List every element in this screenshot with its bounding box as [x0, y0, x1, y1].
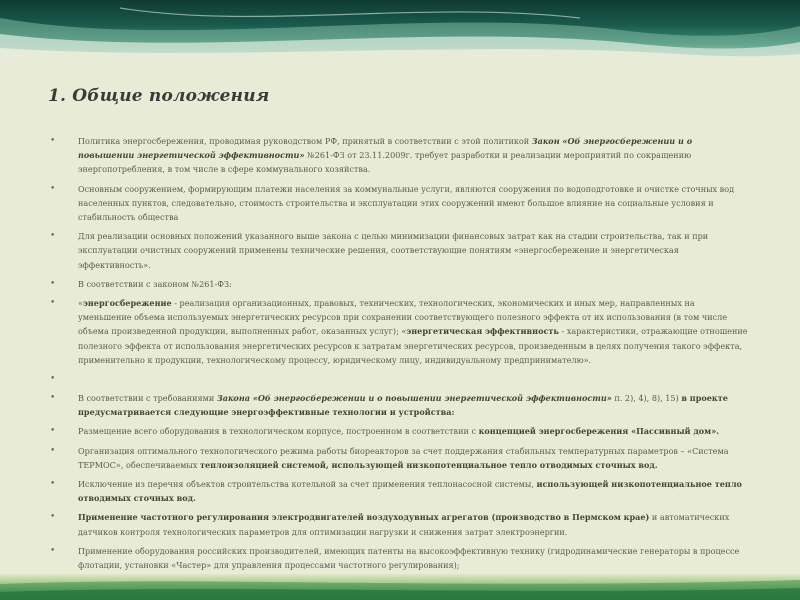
paragraph-text — [78, 136, 692, 174]
paragraph-text — [78, 184, 734, 222]
text-segment: « — [78, 298, 83, 309]
paragraph-text — [78, 512, 729, 536]
text-segment: Основным сооружением, формирующим платежи населения за коммунальные услуги, являются сооружения по водоподготовке и очистке сточных вод населенных пунктов, следовательно, стоимость строительства и эксплуатации этих сооружений имеют большое влияние на социальные условия и стабильность общества — [78, 183, 735, 223]
bullet-paragraph — [50, 182, 750, 225]
text-segment: Организация оптимального технологического режима работы биореакторов за счет поддержания стабильных температурных параметров – «Система ТЕРМОС», обеспечиваемых — [78, 445, 729, 470]
text-segment: Для реализации основных положений указанного выше закона с целью минимизации финансовых затрат как на стадии строительства, так и при эксплуатации очистных сооружений применены технические решения, соответствующие понятиям «энергосбережение и энергетическая эффективность». — [78, 231, 709, 270]
paragraph-text — [78, 298, 748, 365]
paragraph-text — [78, 479, 742, 503]
text-segment: В соответствии с требованиями — [78, 393, 217, 404]
bullet-list — [50, 134, 750, 596]
bullet-paragraph — [50, 544, 750, 572]
paragraph-text — [78, 393, 728, 417]
text-segment: - характеристики, отражающие отношение полезного эффекта от использования энергетических ресурсов к затратам энергетических ресурсов, произведенным в целях получения такого эффекта, применительно к продукции, технологическому процессу, юридическому лицу, индивидуальному предпринимателю». — [78, 326, 748, 365]
bottom-decorative-banner — [0, 574, 800, 600]
bullet-paragraph — [50, 372, 750, 386]
bullet-marker: • — [50, 393, 56, 404]
paragraph-text — [78, 426, 719, 436]
text-segment: Применение частотного регулирования электродвигателей воздуходувных агрегатов (производство в Пермском крае) — [78, 512, 650, 523]
text-segment: Закон «Об энергосбережении и о повышении энергетической эффективности» — [78, 136, 693, 161]
bullet-marker: • — [50, 545, 56, 556]
paragraph-text — [78, 231, 708, 269]
bullet-marker: • — [50, 445, 56, 456]
bullet-paragraph — [50, 424, 750, 438]
wave-graphic — [0, 0, 800, 62]
text-segment: использующей низкопотенциальное тепло отводимых сточных вод. — [78, 479, 742, 504]
bullet-marker: • — [50, 278, 56, 289]
text-segment: энергосбережение — [82, 298, 172, 309]
bullet-paragraph — [50, 391, 750, 419]
bullet-marker: • — [50, 136, 56, 146]
text-segment: В соответствии с законом №261-ФЗ: — [78, 278, 232, 289]
text-segment: п. 2), 4), 8), 15) — [611, 393, 682, 404]
bullet-marker: • — [50, 426, 56, 437]
bullet-paragraph — [50, 134, 750, 177]
text-segment: в проекте предусматривается следующие энергоэффективные технологии и устройства: — [78, 393, 728, 418]
text-segment: Размещение всего оборудования в технологическом корпусе, построенном в соответствии с — [78, 426, 479, 437]
bullet-paragraph — [50, 510, 750, 538]
text-segment: Исключение из перечня объектов строительства котельной за счет применения теплонасосной системы, — [78, 479, 537, 490]
bullet-marker: • — [50, 374, 56, 385]
text-segment: концепцией энергосбережения «Пассивный дом». — [478, 426, 720, 437]
bullet-marker: • — [50, 479, 56, 490]
slide-title: 1. Общие положения — [48, 86, 270, 106]
bullet-paragraph — [50, 477, 750, 505]
bullet-marker: • — [50, 298, 56, 309]
paragraph-text — [78, 446, 729, 470]
bullet-marker: • — [50, 183, 56, 194]
paragraph-text — [78, 546, 739, 570]
bottom-wave-graphic — [0, 574, 800, 600]
bullet-paragraph — [50, 444, 750, 472]
text-segment: Применение оборудования российских производителей, имеющих патенты на высокоэффективную технику (гидродинамические генераторы в процессе флотации, установки «Частер» для управления процессами частотного регулирования); — [78, 545, 740, 571]
text-segment: Закона «Об энергосбережении и о повышении энергетической эффективности» — [216, 393, 612, 404]
bullet-paragraph — [50, 229, 750, 272]
text-segment: Политика энергосбережения, проводимая руководством РФ, принятый в соответствии с этой политикой — [78, 136, 532, 146]
text-segment: - реализация организационных, правовых, технических, технологических, экономических и иных мер, направленных на уменьшение объема используемых энергетических ресурсов при сохранении соответствующего полезного эффекта от их использования (в том числе объема произведенной продукции, выполненных работ, оказанных услуг); « — [78, 298, 728, 337]
bullet-marker: • — [50, 512, 56, 523]
top-decorative-banner — [0, 0, 800, 62]
text-segment: №261-ФЗ от 23.11.2009г. требует разработки и реализации мероприятий по сокращению энергопотребления, в том числе в сфере коммунального хозяйства. — [78, 150, 692, 175]
text-segment: и автоматических датчиков контроля технологических параметров для оптимизации нагрузки и снижения затрат электроэнергии. — [78, 512, 730, 537]
bullet-paragraph — [50, 277, 750, 291]
text-segment: теплоизоляцией системой, использующей низкопотенциальное тепло отводимых сточных вод. — [200, 459, 658, 470]
paragraph-text — [78, 279, 232, 289]
bullet-marker: • — [50, 231, 56, 242]
bullet-paragraph — [50, 296, 750, 367]
text-segment: энергетическая эффективность — [406, 326, 559, 337]
